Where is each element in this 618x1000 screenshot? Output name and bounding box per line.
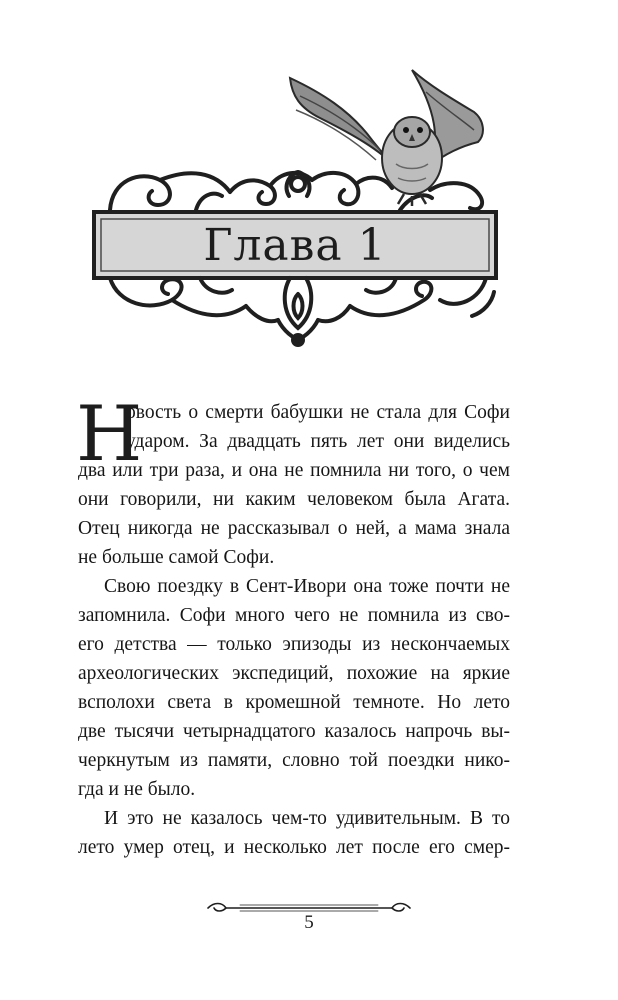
text-line: Отец никогда не рассказывал о ней, а мама знала bbox=[78, 518, 510, 539]
paragraph-3 bbox=[78, 804, 510, 862]
text-line: они говорили, ни каким человеком была Агата. bbox=[78, 489, 510, 510]
text-line: не больше самой Софи. bbox=[78, 547, 275, 568]
paragraph-2 bbox=[78, 572, 510, 804]
text-line: овость о смерти бабушки не стала для Софи bbox=[126, 402, 510, 423]
drop-cap: Н bbox=[76, 389, 143, 478]
body-text bbox=[76, 389, 510, 862]
text-line: археологических экспедиций, похожие на яркие bbox=[78, 663, 510, 684]
text-line: его детства — только эпизоды из нескончаемых bbox=[78, 634, 510, 655]
text-line: две тысячи четырнадцатого казалось напрочь вы- bbox=[78, 721, 510, 742]
chapter-title: Глава 1 bbox=[203, 219, 387, 271]
chapter-header-ornament bbox=[0, 0, 618, 360]
paragraph-1 bbox=[76, 389, 510, 572]
page-number: 5 bbox=[304, 912, 314, 933]
text-line: ударом. За двадцать пять лет они виделись bbox=[126, 431, 510, 452]
text-line: гда и не было. bbox=[78, 779, 196, 800]
text-line: И это не казалось чем-то удивительным. В то bbox=[104, 808, 510, 829]
text-line: Свою поездку в Сент-Ивори она тоже почти не bbox=[104, 576, 510, 597]
text-line: всполохи света в кромешной темноте. Но лето bbox=[78, 692, 510, 713]
text-line: черкнутым из памяти, словно той поездки нико- bbox=[78, 750, 510, 771]
text-line: запомнила. Софи много чего не помнила из сво- bbox=[78, 605, 510, 626]
text-line: два или три раза, и она не помнила ни того, о чем bbox=[78, 460, 510, 481]
text-line: лето умер отец, и несколько лет после его смер- bbox=[78, 837, 510, 858]
owl-illustration bbox=[290, 70, 483, 206]
